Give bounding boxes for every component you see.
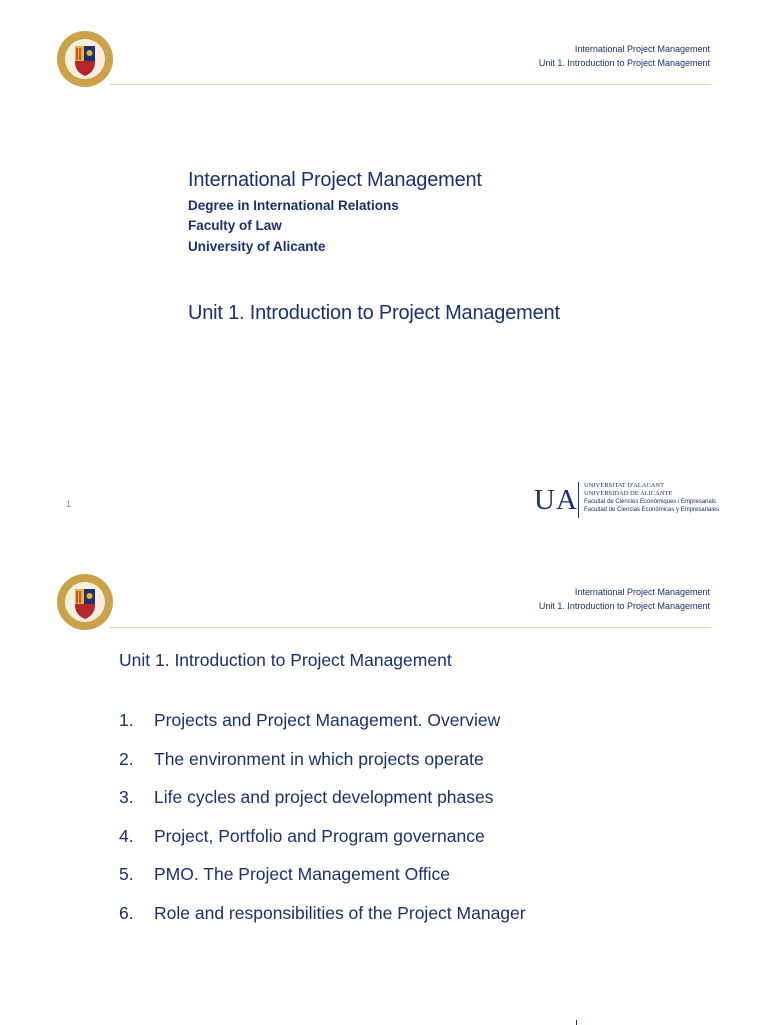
header-course: International Project Management: [574, 44, 710, 54]
header-unit: Unit 1. Introduction to Project Management: [538, 601, 710, 611]
university-subtitle: University of Alicante: [188, 239, 326, 254]
contents-title: Unit 1. Introduction to Project Management: [119, 650, 452, 670]
degree-subtitle: Degree in International Relations: [188, 198, 399, 213]
item-number: 6.: [119, 902, 134, 923]
header-course: International Project Management: [574, 587, 710, 597]
item-number: 3.: [119, 787, 134, 808]
running-header: [539, 585, 710, 613]
course-title: International Project Management: [188, 169, 482, 191]
list-item: [119, 749, 526, 788]
item-text: Role and responsibilities of the Project Manager: [154, 902, 526, 923]
list-item: [119, 864, 526, 903]
page-number: 1: [66, 499, 72, 509]
header-divider: [110, 627, 711, 628]
item-text: The environment in which projects operate: [154, 748, 484, 769]
item-text: Project, Portfolio and Program governance: [154, 825, 485, 846]
running-header: [539, 42, 710, 70]
item-number: 4.: [119, 825, 134, 846]
item-number: 1.: [119, 710, 134, 730]
ua-logo-mark: UA: [534, 484, 578, 516]
header-unit: Unit 1. Introduction to Project Management: [538, 58, 710, 68]
faculty-subtitle: Faculty of Law: [188, 218, 282, 233]
item-text: Projects and Project Management. Overview: [154, 710, 501, 730]
item-number: 5.: [119, 864, 134, 885]
item-text: PMO. The Project Management Office: [154, 864, 451, 885]
university-seal-icon: [56, 30, 114, 88]
ua-logo-line2: UNIVERSIDAD DE ALICANTE: [584, 490, 673, 497]
header-divider: [110, 84, 711, 85]
list-item: [119, 903, 526, 942]
ua-logo-line3: Facultat de Ciències Econòmiques i Empresarials: [584, 499, 717, 505]
list-item: [119, 826, 526, 865]
list-item: [119, 787, 526, 826]
ua-logo-divider: [578, 482, 579, 518]
contents-list: [119, 710, 526, 942]
item-number: 2.: [119, 748, 134, 769]
ua-logo-line4: Facultad de Ciencias Económicas y Empresariales: [584, 507, 720, 513]
slide-2: [0, 543, 768, 1024]
ua-logo-line1: UNIVERSITAT D'ALACANT: [584, 482, 665, 489]
university-seal-icon: [56, 573, 114, 631]
unit-title: Unit 1. Introduction to Project Management: [188, 302, 560, 324]
item-text: Life cycles and project development phases: [154, 787, 494, 808]
list-item: [119, 710, 526, 749]
footer-tick: [576, 1020, 577, 1025]
ua-logo-text: [584, 482, 719, 514]
